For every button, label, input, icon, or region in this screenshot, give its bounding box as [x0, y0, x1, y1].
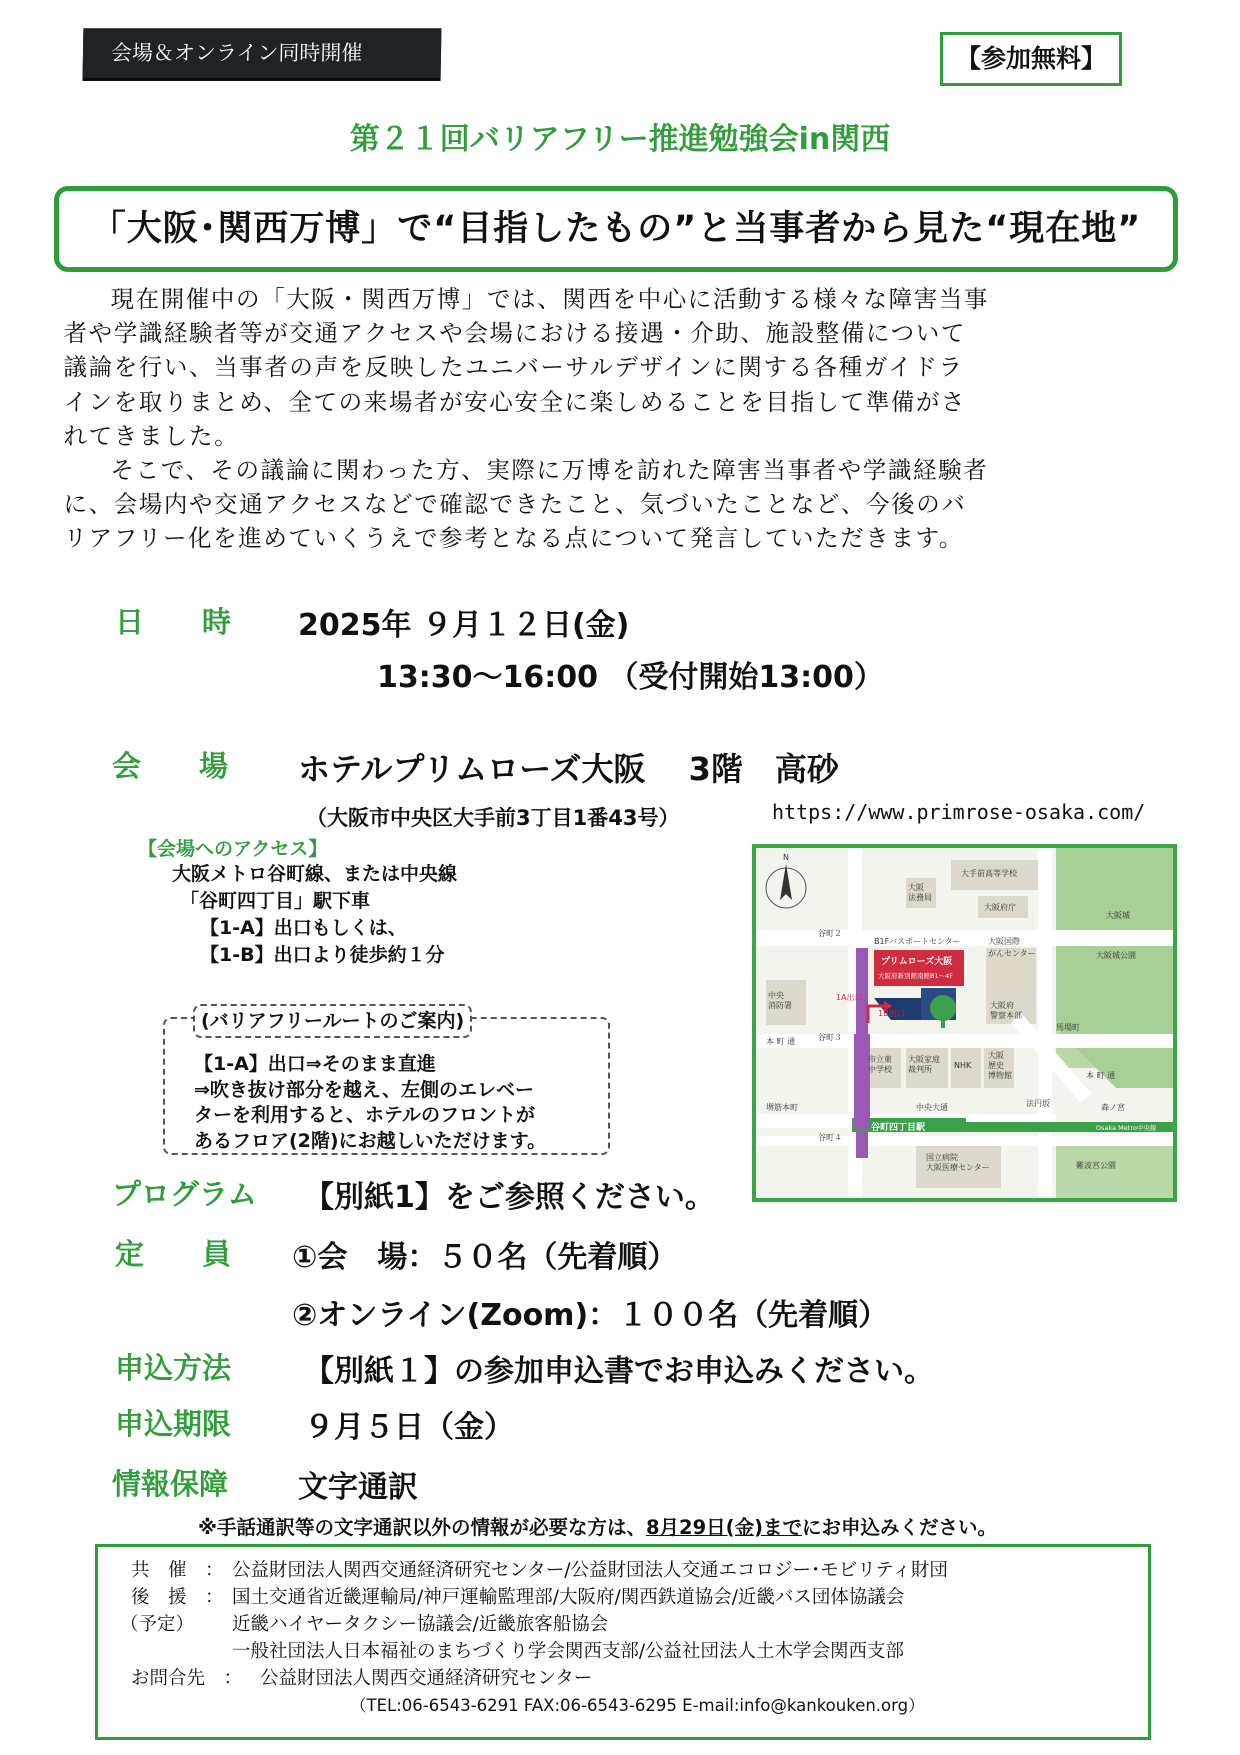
map-label: 大阪家庭 — [908, 1055, 940, 1064]
map-label: 裁判所 — [908, 1065, 932, 1074]
map-label: 堺筋本町 — [766, 1103, 798, 1112]
map-line-label: Osaka Metro中央線 — [1096, 1124, 1157, 1132]
main-title: 「大阪･関西万博」で“目指したもの”と当事者から見た“現在地” — [54, 186, 1178, 272]
map-label: 大手前高等学校 — [961, 869, 1017, 878]
map-label: 大阪府庁 — [984, 903, 1016, 912]
organizer-box — [95, 1544, 1151, 1740]
map-north-label: N — [783, 853, 789, 862]
access-line: 【1-B】出口より徒歩約１分 — [200, 944, 445, 966]
event-date: 2025年 ９月１２日(金) — [298, 608, 630, 643]
map-label: 馬場町 — [1056, 1023, 1080, 1032]
map-label: 消防署 — [768, 1001, 792, 1010]
support-label: 後 援 ： — [131, 1587, 224, 1608]
map-label: 博物館 — [988, 1071, 1012, 1080]
intro-text: 現在開催中の「大阪・関西万博」では、関西を中心に活動する様々な障害当事 者や学識経験者等が交通アクセスや会場における接遇・介助、施設整備について 議論を行い、当事者の声を反映したユニバーサルデザインに関する各種ガイドラ インを取りまとめ、全ての来場者が安心安全に楽しめることを目指して準備がさ れてきました。 そこで、その議論に関わった方、実際に万博を訪れた障害当事者や学識経験者 に、会場内や交通アクセスなどで確認できたこと、気づいたことなど、今後のバ リアフリー化を進めていくうえで参考となる点について発言していただきます。 — [63, 285, 989, 553]
capacity-label: 定 員 — [115, 1237, 232, 1271]
support-line: 近畿ハイヤータクシー協議会/近畿旅客船協会 — [232, 1614, 609, 1635]
apply-method-label: 申込方法 — [115, 1351, 232, 1385]
map-label: 大阪 — [988, 1051, 1004, 1060]
program-label: プログラム — [112, 1177, 257, 1211]
apply-method-value: 【別紙１】の参加申込書でお申込みください。 — [304, 1354, 934, 1389]
map-label: 谷町２ — [818, 929, 842, 938]
map-label: 大阪城 — [1106, 911, 1130, 920]
access-line: 「谷町四丁目」駅下車 — [180, 890, 371, 912]
event-time: 13:30～16:00 （受付開始13:00） — [377, 660, 884, 695]
map-label: 法円坂 — [1026, 1099, 1050, 1108]
map-label: がんセンター — [988, 949, 1036, 958]
map-label: 谷町３ — [818, 1033, 842, 1042]
host-value: 公益財団法人関西交通経済研究センター/公益財団法人交通エコロジー･モビリティ財団 — [232, 1560, 948, 1581]
map-label: 森ノ宮 — [1101, 1103, 1125, 1112]
venue-address: （大阪市中央区大手前3丁目1番43号） — [306, 806, 680, 830]
map-hotel-label: プリムローズ大阪 — [881, 957, 953, 967]
barrier-free-route-title: (バリアフリールートのご案内) — [193, 1004, 472, 1038]
map-label: 警察本部 — [990, 1011, 1022, 1020]
contact-value: 公益財団法人関西交通経済研究センター — [260, 1668, 593, 1689]
map-exit-label: 1B出口 — [878, 1009, 905, 1018]
free-admission-badge: 【参加無料】 — [940, 32, 1122, 86]
map-label: 大阪医療センター — [926, 1163, 990, 1172]
map-label: NHK — [954, 1061, 972, 1070]
info-value: 文字通訳 — [298, 1470, 418, 1505]
host-label: 共 催 ： — [131, 1560, 224, 1581]
contact-detail: （TEL:06-6543-6291 FAX:06-6543-6295 E-mail:info@kankouken.org） — [350, 1696, 925, 1715]
map-label: 大阪城公園 — [1096, 951, 1136, 960]
venue-url[interactable]: https://www.primrose-osaka.com/ — [772, 800, 1146, 824]
datetime-label: 日 時 — [115, 605, 232, 639]
support-line: 国土交通省近畿運輸局/神戸運輸監理部/大阪府/関西鉄道協会/近畿バス団体協議会 — [232, 1587, 905, 1608]
deadline-value: ９月５日（金） — [304, 1410, 514, 1445]
support-line: 一般社団法人日本福祉のまちづくり学会関西支部/公益社団法人土木学会関西支部 — [232, 1641, 905, 1662]
access-map — [752, 844, 1177, 1202]
info-label: 情報保障 — [112, 1467, 229, 1501]
venue-label: 会 場 — [112, 749, 229, 783]
map-label: 中央大通 — [916, 1103, 948, 1112]
map-label: 市立東 — [868, 1055, 892, 1064]
map-label: 中学校 — [868, 1065, 892, 1074]
map-label: 中央 — [768, 991, 784, 1000]
capacity-venue: ①会 場：５０名（先着順） — [292, 1240, 678, 1275]
map-label: B1Fバスポートセンター — [874, 937, 961, 946]
map-hotel-sub: 大阪府新別館南館B1～4F — [878, 972, 953, 980]
event-title: 第２１回バリアフリー推進勉強会in関西 — [349, 122, 891, 157]
planned-label: （予定） — [120, 1614, 195, 1635]
map-exit-label: 1A出口 — [836, 993, 863, 1002]
map-label: 国立病院 — [926, 1153, 958, 1162]
contact-label: お問合先 ： — [131, 1668, 243, 1689]
capacity-online: ②オンライン(Zoom)：１００名（先着順） — [292, 1298, 889, 1333]
map-station-label: 谷町四丁目駅 — [871, 1123, 926, 1133]
access-line: 【1-A】出口もしくは、 — [200, 917, 407, 939]
info-note: ※手話通訳等の文字通訳以外の情報が必要な方は、8月29日(金)までにお申込みください。 — [198, 1516, 998, 1539]
map-label: 大阪府 — [990, 1001, 1014, 1010]
deadline-label: 申込期限 — [115, 1407, 232, 1441]
map-label: 谷町４ — [818, 1133, 842, 1142]
access-heading: 【会場へのアクセス】 — [138, 838, 328, 860]
access-line: 大阪メトロ谷町線、または中央線 — [172, 863, 458, 885]
map-label: 大阪 — [908, 883, 924, 892]
program-value: 【別紙1】をご参照ください。 — [304, 1180, 715, 1215]
map-label: 大阪国際 — [988, 937, 1020, 946]
map-label: 歴史 — [988, 1061, 1004, 1070]
map-label: 本 町 通 — [766, 1037, 796, 1046]
map-label: 本 町 通 — [1086, 1071, 1116, 1080]
map-label: 難波宮公園 — [1076, 1161, 1116, 1170]
simultaneous-event-tag: 会場＆オンライン同時開催 — [83, 28, 442, 78]
barrier-free-route-text: 【1-A】出口⇒そのまま直進 ⇒吹き抜け部分を越え、左側のエレベー ターを利用すると、ホテルのフロントが あるフロア(2階)にお越しいただけます。 — [194, 1053, 547, 1152]
venue-name: ホテルプリムローズ大阪 3階 高砂 — [298, 750, 839, 788]
map-label: 法務局 — [908, 893, 932, 902]
